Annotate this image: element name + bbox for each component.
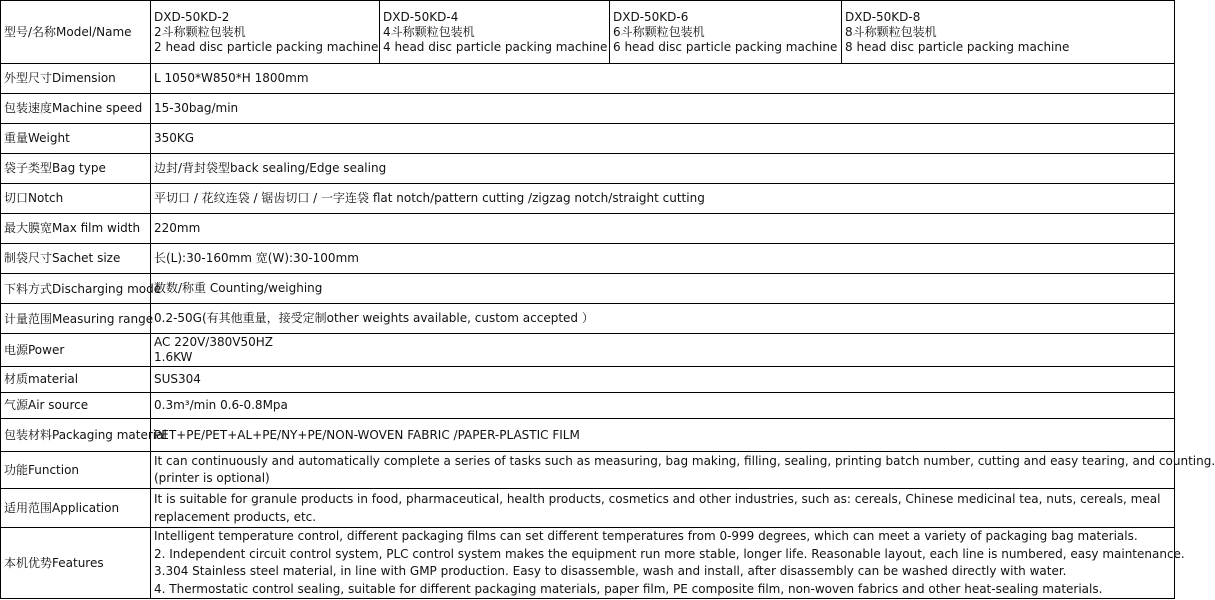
model-code: DXD-50KD-4 [383, 9, 459, 24]
model-en: 2 head disc particle packing machine [154, 39, 379, 54]
model-en: 8 head disc particle packing machine [845, 39, 1070, 54]
row-value: L 1050*W850*H 1800mm [151, 64, 1175, 94]
row-label: 外型尺寸Dimension [1, 64, 151, 94]
row-label: 制袋尺寸Sachet size [1, 244, 151, 274]
film-width-row [1, 214, 1175, 244]
feature-line: 2. Independent circuit control system, PLC control system makes the equipment run more stable, longer life. Reasonable layout, each line is numbered, easy maintenance. [154, 546, 1185, 561]
function-line: It can continuously and automatically complete a series of tasks such as measuring, bag making, filling, sealing, printing batch number, cutting and easy tearing, and counting. [154, 454, 1215, 468]
material-row [1, 367, 1175, 393]
model-en: 4 head disc particle packing machine [383, 39, 608, 54]
row-value [151, 489, 1175, 528]
row-value [151, 528, 1185, 599]
model-code: DXD-50KD-2 [154, 9, 230, 24]
row-label: 最大膜宽Max film width [1, 214, 151, 244]
row-value: 0.2-50G(有其他重量，接受定制other weights available, custom accepted ） [151, 304, 1175, 334]
row-value: 数数/称重 Counting/weighing [151, 274, 1175, 304]
model-cn: 4斗称颗粒包装机 [383, 24, 475, 39]
power-row [1, 334, 1175, 367]
model-cn: 6斗称颗粒包装机 [613, 24, 705, 39]
row-value: SUS304 [151, 367, 1175, 393]
feature-line: 4. Thermostatic control sealing, suitable for different packaging materials, paper film, PE composite film, non-woven fabrics and other heat-sealing materials. [154, 581, 1103, 596]
row-value [151, 452, 1215, 489]
model-code: DXD-50KD-6 [613, 9, 689, 24]
bag-type-row [1, 154, 1175, 184]
row-value: 350KG [151, 124, 1175, 154]
row-value: 15-30bag/min [151, 94, 1175, 124]
feature-line: 3.304 Stainless steel material, in line with GMP production. Easy to disassemble, wash and install, after disassembly can be washed directly with water. [154, 564, 1067, 578]
row-value: 平切口 / 花纹连袋 / 锯齿切口 / 一字连袋 flat notch/pattern cutting /zigzag notch/straight cutting [151, 184, 1175, 214]
model-cell-6 [610, 1, 842, 64]
discharging-row [1, 274, 1175, 304]
row-label: 适用范围Application [1, 489, 151, 528]
application-line: It is suitable for granule products in food, pharmaceutical, health products, cosmetics and other industries, such as: cereals, Chinese medicinal tea, nuts, cereals, meal [154, 492, 1161, 506]
air-source-row [1, 393, 1175, 419]
row-value: PET+PE/PET+AL+PE/NY+PE/NON-WOVEN FABRIC /PAPER-PLASTIC FILM [151, 419, 1175, 452]
function-line: (printer is optional) [154, 471, 270, 485]
model-en: 6 head disc particle packing machine [613, 39, 838, 54]
row-value: 长(L):30-160mm 宽(W):30-100mm [151, 244, 1175, 274]
application-line: replacement products, etc. [154, 510, 317, 524]
model-cn: 2斗称颗粒包装机 [154, 24, 246, 39]
sachet-size-row [1, 244, 1175, 274]
row-label: 下料方式Discharging mode [1, 274, 151, 304]
power-kw: 1.6KW [154, 350, 193, 364]
row-value: 边封/背封袋型back sealing/Edge sealing [151, 154, 1175, 184]
row-label: 材质material [1, 367, 151, 393]
row-label: 电源Power [1, 334, 151, 367]
row-label: 切口Notch [1, 184, 151, 214]
row-label: 袋子类型Bag type [1, 154, 151, 184]
row-label: 计量范围Measuring range [1, 304, 151, 334]
row-label: 包装速度Machine speed [1, 94, 151, 124]
row-label: 包装材料Packaging material [1, 419, 151, 452]
row-value: 0.3m³/min 0.6-0.8Mpa [151, 393, 1175, 419]
model-label: 型号/名称Model/Name [1, 1, 151, 64]
weight-row [1, 124, 1175, 154]
model-code: DXD-50KD-8 [845, 9, 921, 24]
features-row [1, 528, 1175, 599]
speed-row [1, 94, 1175, 124]
model-cell-4 [380, 1, 610, 64]
row-label: 功能Function [1, 452, 151, 489]
row-label: 气源Air source [1, 393, 151, 419]
notch-row [1, 184, 1175, 214]
feature-line: Intelligent temperature control, different packaging films can set different temperatures from 0-999 degrees, which can meet a variety of packaging bag materials. [154, 529, 1138, 543]
row-value: 220mm [151, 214, 1175, 244]
packaging-material-row [1, 419, 1175, 452]
measuring-row [1, 304, 1175, 334]
model-cell-2 [151, 1, 380, 64]
row-label: 本机优势Features [1, 528, 151, 599]
power-voltage: AC 220V/380V50HZ [154, 335, 273, 349]
application-row [1, 489, 1175, 528]
row-label: 重量Weight [1, 124, 151, 154]
dimension-row [1, 64, 1175, 94]
model-cell-8 [842, 1, 1175, 64]
row-value [151, 334, 1175, 367]
model-row [1, 1, 1175, 64]
model-cn: 8斗称颗粒包装机 [845, 24, 937, 39]
function-row [1, 452, 1175, 489]
